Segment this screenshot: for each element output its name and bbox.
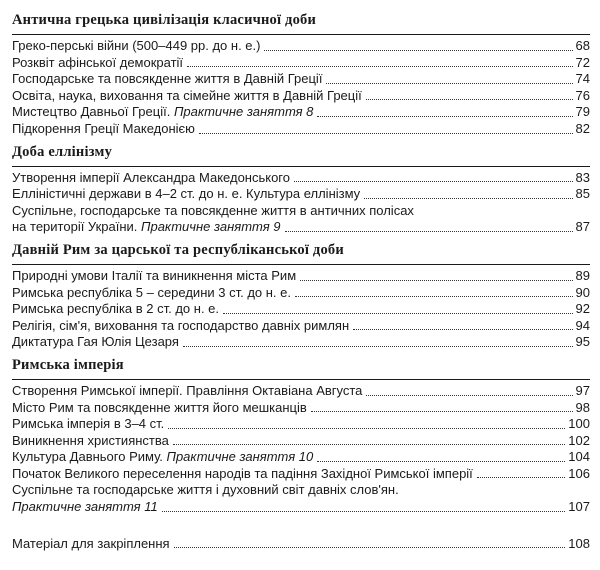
toc-entry[interactable] (12, 88, 590, 105)
dot-leader (162, 511, 566, 512)
toc-entry[interactable] (12, 449, 590, 466)
entry-title: Суспільне, господарське та повсякденне життя в античних полісах (12, 202, 414, 218)
toc-entry[interactable] (12, 104, 590, 121)
entry-title (12, 268, 296, 285)
entry-text: Диктатура Гая Юлія Цезаря (12, 334, 179, 350)
page-number: 95 (575, 334, 590, 350)
dot-leader (353, 329, 572, 330)
toc-entry[interactable] (12, 285, 590, 302)
entry-title (12, 499, 158, 516)
entry-text: Релігія, сім'я, виховання та господарство давніх римлян (12, 317, 350, 333)
dot-leader (364, 198, 572, 199)
dot-leader (168, 428, 565, 429)
dot-leader (311, 411, 573, 412)
entry-text: Початок Великого переселення народів та падіння Західної Римської імперії (12, 465, 473, 481)
toc-section (12, 144, 590, 236)
dot-leader (199, 133, 573, 134)
entry-text: Римська республіка в 2 ст. до н. е. (12, 301, 220, 317)
practice-label: Практичне заняття 9 (141, 219, 281, 235)
entry-title (12, 383, 362, 400)
entry-text: Виникнення християнства (12, 432, 169, 448)
entry-text: на території України. (12, 219, 138, 235)
dot-leader (187, 66, 572, 67)
toc-entry[interactable] (12, 433, 590, 450)
dot-leader (300, 280, 572, 281)
entry-title (12, 285, 291, 302)
page-number: 92 (575, 301, 590, 317)
section-title: Антична грецька цивілізація класичної доби (12, 12, 590, 35)
page-number: 90 (575, 284, 590, 300)
entry-title: Матеріал для закріплення (12, 535, 170, 551)
toc-section (12, 242, 590, 351)
entry-title (12, 318, 349, 335)
entry-text: Господарське та повсякденне життя в Давній Греції (12, 71, 323, 87)
section-title: Доба еллінізму (12, 144, 590, 167)
entry-title (12, 38, 260, 55)
entry-text: Культура Давнього Риму. (12, 449, 163, 465)
section-title: Римська імперія (12, 357, 590, 380)
dot-leader (285, 231, 573, 232)
toc-entry[interactable] (12, 186, 590, 203)
entry-title (12, 55, 183, 72)
toc-entry-final[interactable] (12, 536, 590, 553)
entry-text: Утворення імперії Александра Македонського (12, 169, 290, 185)
dot-leader (174, 547, 566, 548)
entry-title (12, 400, 307, 417)
toc-entry[interactable] (12, 466, 590, 483)
page-number: 98 (575, 399, 590, 415)
practice-label: Практичне заняття 10 (166, 449, 314, 465)
dot-leader (477, 477, 566, 478)
entry-text: Розквіт афінської демократії (12, 54, 184, 70)
page-number: 85 (575, 186, 590, 202)
toc-entry[interactable] (12, 38, 590, 55)
page-number: 94 (575, 317, 590, 333)
entry-text: Природні умови Італії та виникнення міста Рим (12, 267, 297, 283)
toc-entry[interactable] (12, 499, 590, 516)
toc-section (12, 357, 590, 516)
page-number: 72 (575, 54, 590, 70)
toc-entry[interactable] (12, 170, 590, 187)
section-title: Давній Рим за царської та республіканської доби (12, 242, 590, 265)
page-number: 89 (575, 267, 590, 283)
toc-entry-line (12, 203, 590, 220)
entry-title (12, 334, 179, 351)
practice-label: Практичне заняття 11 (12, 499, 158, 515)
page-number: 83 (575, 169, 590, 185)
page-number: 102 (568, 432, 590, 448)
page-number: 100 (568, 416, 590, 432)
dot-leader (317, 116, 572, 117)
dot-leader (294, 181, 573, 182)
entry-text: Створення Римської імперії. Правління Октавіана Августа (12, 382, 363, 398)
entry-text: Мистецтво Давньої Греції. (12, 104, 171, 120)
dot-leader (295, 296, 573, 297)
page-number: 108 (568, 535, 590, 551)
entry-title (12, 71, 322, 88)
dot-leader (183, 346, 573, 347)
toc-entry[interactable] (12, 121, 590, 138)
entry-text: Елліністичні держави в 4–2 ст. до н. е. Культура еллінізму (12, 186, 361, 202)
dot-leader (326, 83, 572, 84)
page-number: 76 (575, 87, 590, 103)
dot-leader (223, 313, 573, 314)
page-number: 68 (575, 38, 590, 53)
entry-title (12, 433, 169, 450)
page-number: 104 (568, 449, 590, 465)
toc-entry[interactable] (12, 400, 590, 417)
toc-entry[interactable] (12, 383, 590, 400)
page-number: 87 (575, 219, 590, 235)
dot-leader (317, 461, 565, 462)
entry-title (12, 449, 313, 466)
toc-entry[interactable] (12, 334, 590, 351)
toc-entry[interactable] (12, 318, 590, 335)
page-number: 106 (568, 465, 590, 481)
entry-title (12, 121, 195, 138)
page-number: 74 (575, 71, 590, 87)
toc-entry[interactable] (12, 71, 590, 88)
entry-text: Греко-перські війни (500–449 рр. до н. е.) (12, 38, 261, 53)
page-number: 97 (575, 382, 590, 398)
entry-title (12, 88, 362, 105)
entry-text: Освіта, наука, виховання та сімейне життя в Давній Греції (12, 87, 362, 103)
entry-title (12, 186, 360, 203)
page-number: 82 (575, 120, 590, 136)
entry-title: Суспільне та господарське життя і духовний світ давніх слов'ян. (12, 482, 399, 498)
entry-title (12, 301, 219, 318)
spacer (12, 522, 590, 528)
toc-entry[interactable] (12, 219, 590, 236)
toc-entry[interactable] (12, 416, 590, 433)
practice-label: Практичне заняття 8 (173, 104, 314, 120)
entry-text: Підкорення Греції Македонією (12, 120, 195, 136)
entry-text: Місто Рим та повсякденне життя його мешканців (12, 399, 307, 415)
entry-title (12, 104, 313, 121)
toc-entry[interactable] (12, 268, 590, 285)
entry-text: Римська імперія в 3–4 ст. (12, 416, 165, 432)
dot-leader (366, 395, 572, 396)
toc-entry-line (12, 482, 590, 499)
entry-title (12, 466, 473, 483)
dot-leader (366, 99, 573, 100)
dot-leader (173, 444, 565, 445)
toc-entry[interactable] (12, 301, 590, 318)
entry-title (12, 416, 164, 433)
entry-text: Римська республіка 5 – середини 3 ст. до н. е. (12, 284, 291, 300)
dot-leader (264, 50, 572, 51)
entry-title (12, 219, 281, 236)
page-number: 107 (568, 499, 590, 515)
entry-title (12, 170, 290, 187)
page-number: 79 (575, 104, 590, 120)
toc-section (12, 12, 590, 138)
toc-entry[interactable] (12, 55, 590, 72)
